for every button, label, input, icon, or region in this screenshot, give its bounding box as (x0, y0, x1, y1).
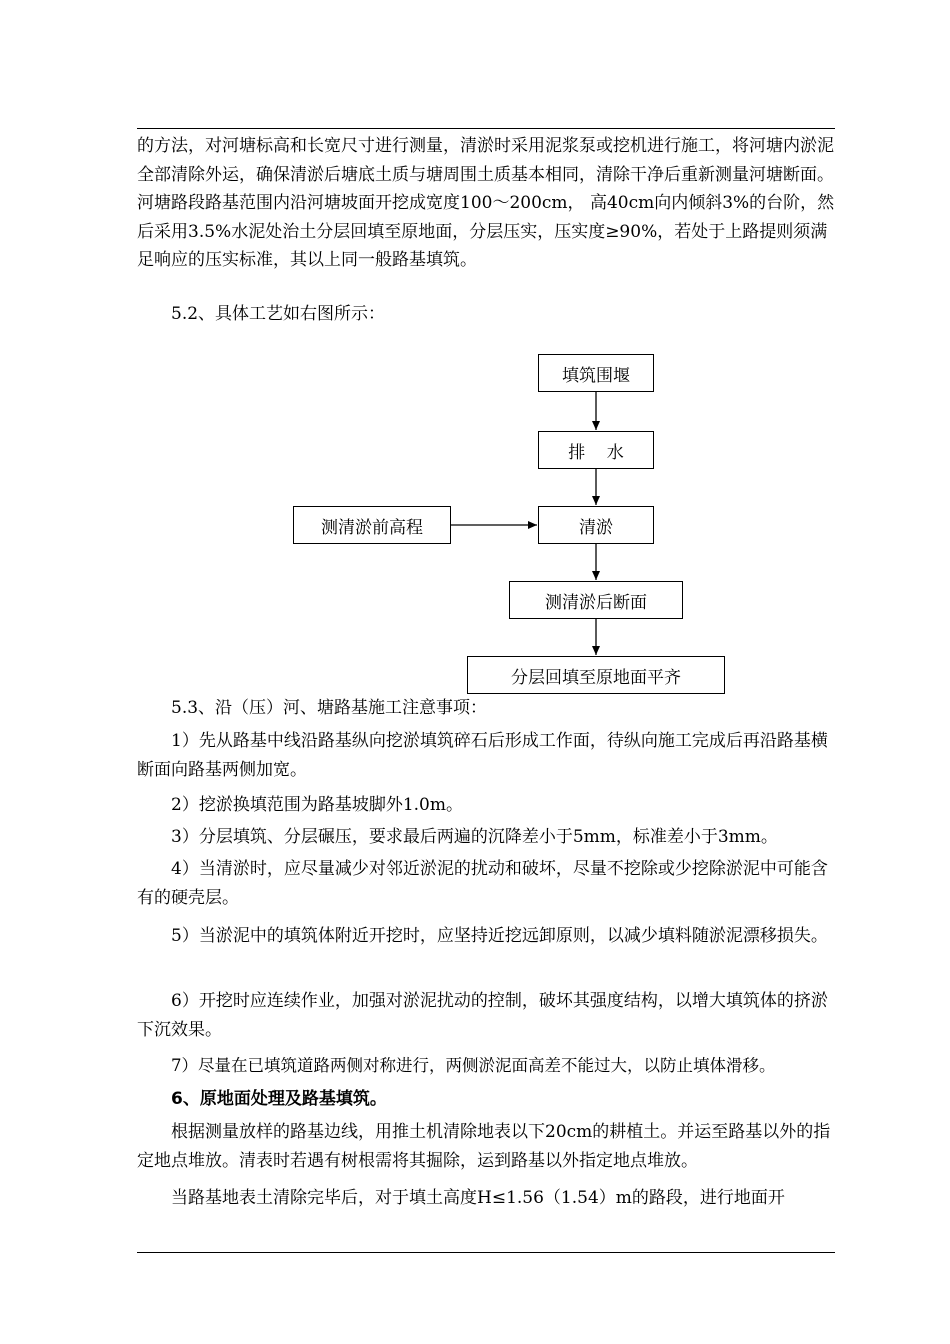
note-3: 3）分层填筑、分层碾压，要求最后两遍的沉降差小于5mm，标准差小于3mm。 (171, 827, 778, 847)
note-7: 7）尽量在已填筑道路两侧对称进行，两侧淤泥面高差不能过大，以防止填体滑移。 (171, 1056, 776, 1075)
paragraph-river-measurement: 的方法，对河塘标高和长宽尺寸进行测量，清淤时采用泥浆泵或挖机进行施工，将河塘内淤泥全部清除外运，确保清淤后塘底土质与塘周围土质基本相同，清除干净后重新测量河塘断面。河塘路段路基范围内沿河塘坡面开挖成宽度100～200cm， 高40cm向内倾斜3%的台阶，然后采用3.5%水泥处治土分层回填至原地面，分层压实，压实度≥90%，若处于上路提则须满足响应的压实标准，其以上同一般路基填筑。 (137, 136, 835, 271)
note-4: 4）当清淤时，应尽量减少对邻近淤泥的扰动和破坏，尽量不挖除或少挖除淤泥中可能含有的硬壳层。 (137, 859, 828, 908)
footer-rule (137, 1252, 835, 1253)
paragraph-5-3: 5.3、沿（压）河、塘路基施工注意事项： (171, 698, 488, 718)
flow-box-pre-elevation: 测清淤前高程 (293, 506, 451, 544)
note-6: 6）开挖时应连续作业，加强对淤泥扰动的控制，破坏其强度结构，以增大填筑体的挤淤下沉效果。 (137, 991, 828, 1040)
note-5: 5）当淤泥中的填筑体附近开挖时，应坚持近挖远卸原则，以减少填料随淤泥漂移损失。 (171, 926, 828, 946)
flow-box-cofferdam: 填筑围堰 (538, 354, 654, 392)
flow-box-dredging: 清淤 (538, 506, 654, 544)
flow-box-post-section: 测清淤后断面 (509, 581, 683, 619)
note-1: 1）先从路基中线沿路基纵向挖淤填筑碎石后形成工作面，待纵向施工完成后再沿路基横断面向路基两侧加宽。 (137, 731, 828, 780)
note-2: 2）挖淤换填范围为路基坡脚外1.0m。 (171, 795, 463, 815)
paragraph-fill-height: 当路基地表土清除完毕后，对于填土高度H≤1.56（1.54）m的路段，进行地面开 (171, 1188, 785, 1208)
flow-box-backfill: 分层回填至原地面平齐 (467, 656, 725, 694)
header-rule (137, 128, 835, 129)
section-6-heading: 6、原地面处理及路基填筑。 (171, 1089, 387, 1109)
paragraph-5-2: 5.2、具体工艺如右图所示： (171, 304, 386, 324)
flow-box-drainage: 排 水 (538, 431, 654, 469)
paragraph-clearing: 根据测量放样的路基边线，用推土机清除地表以下20cm的耕植土。并运至路基以外的指定地点堆放。清表时若遇有树根需将其掘除，运到路基以外指定地点堆放。 (137, 1122, 831, 1171)
